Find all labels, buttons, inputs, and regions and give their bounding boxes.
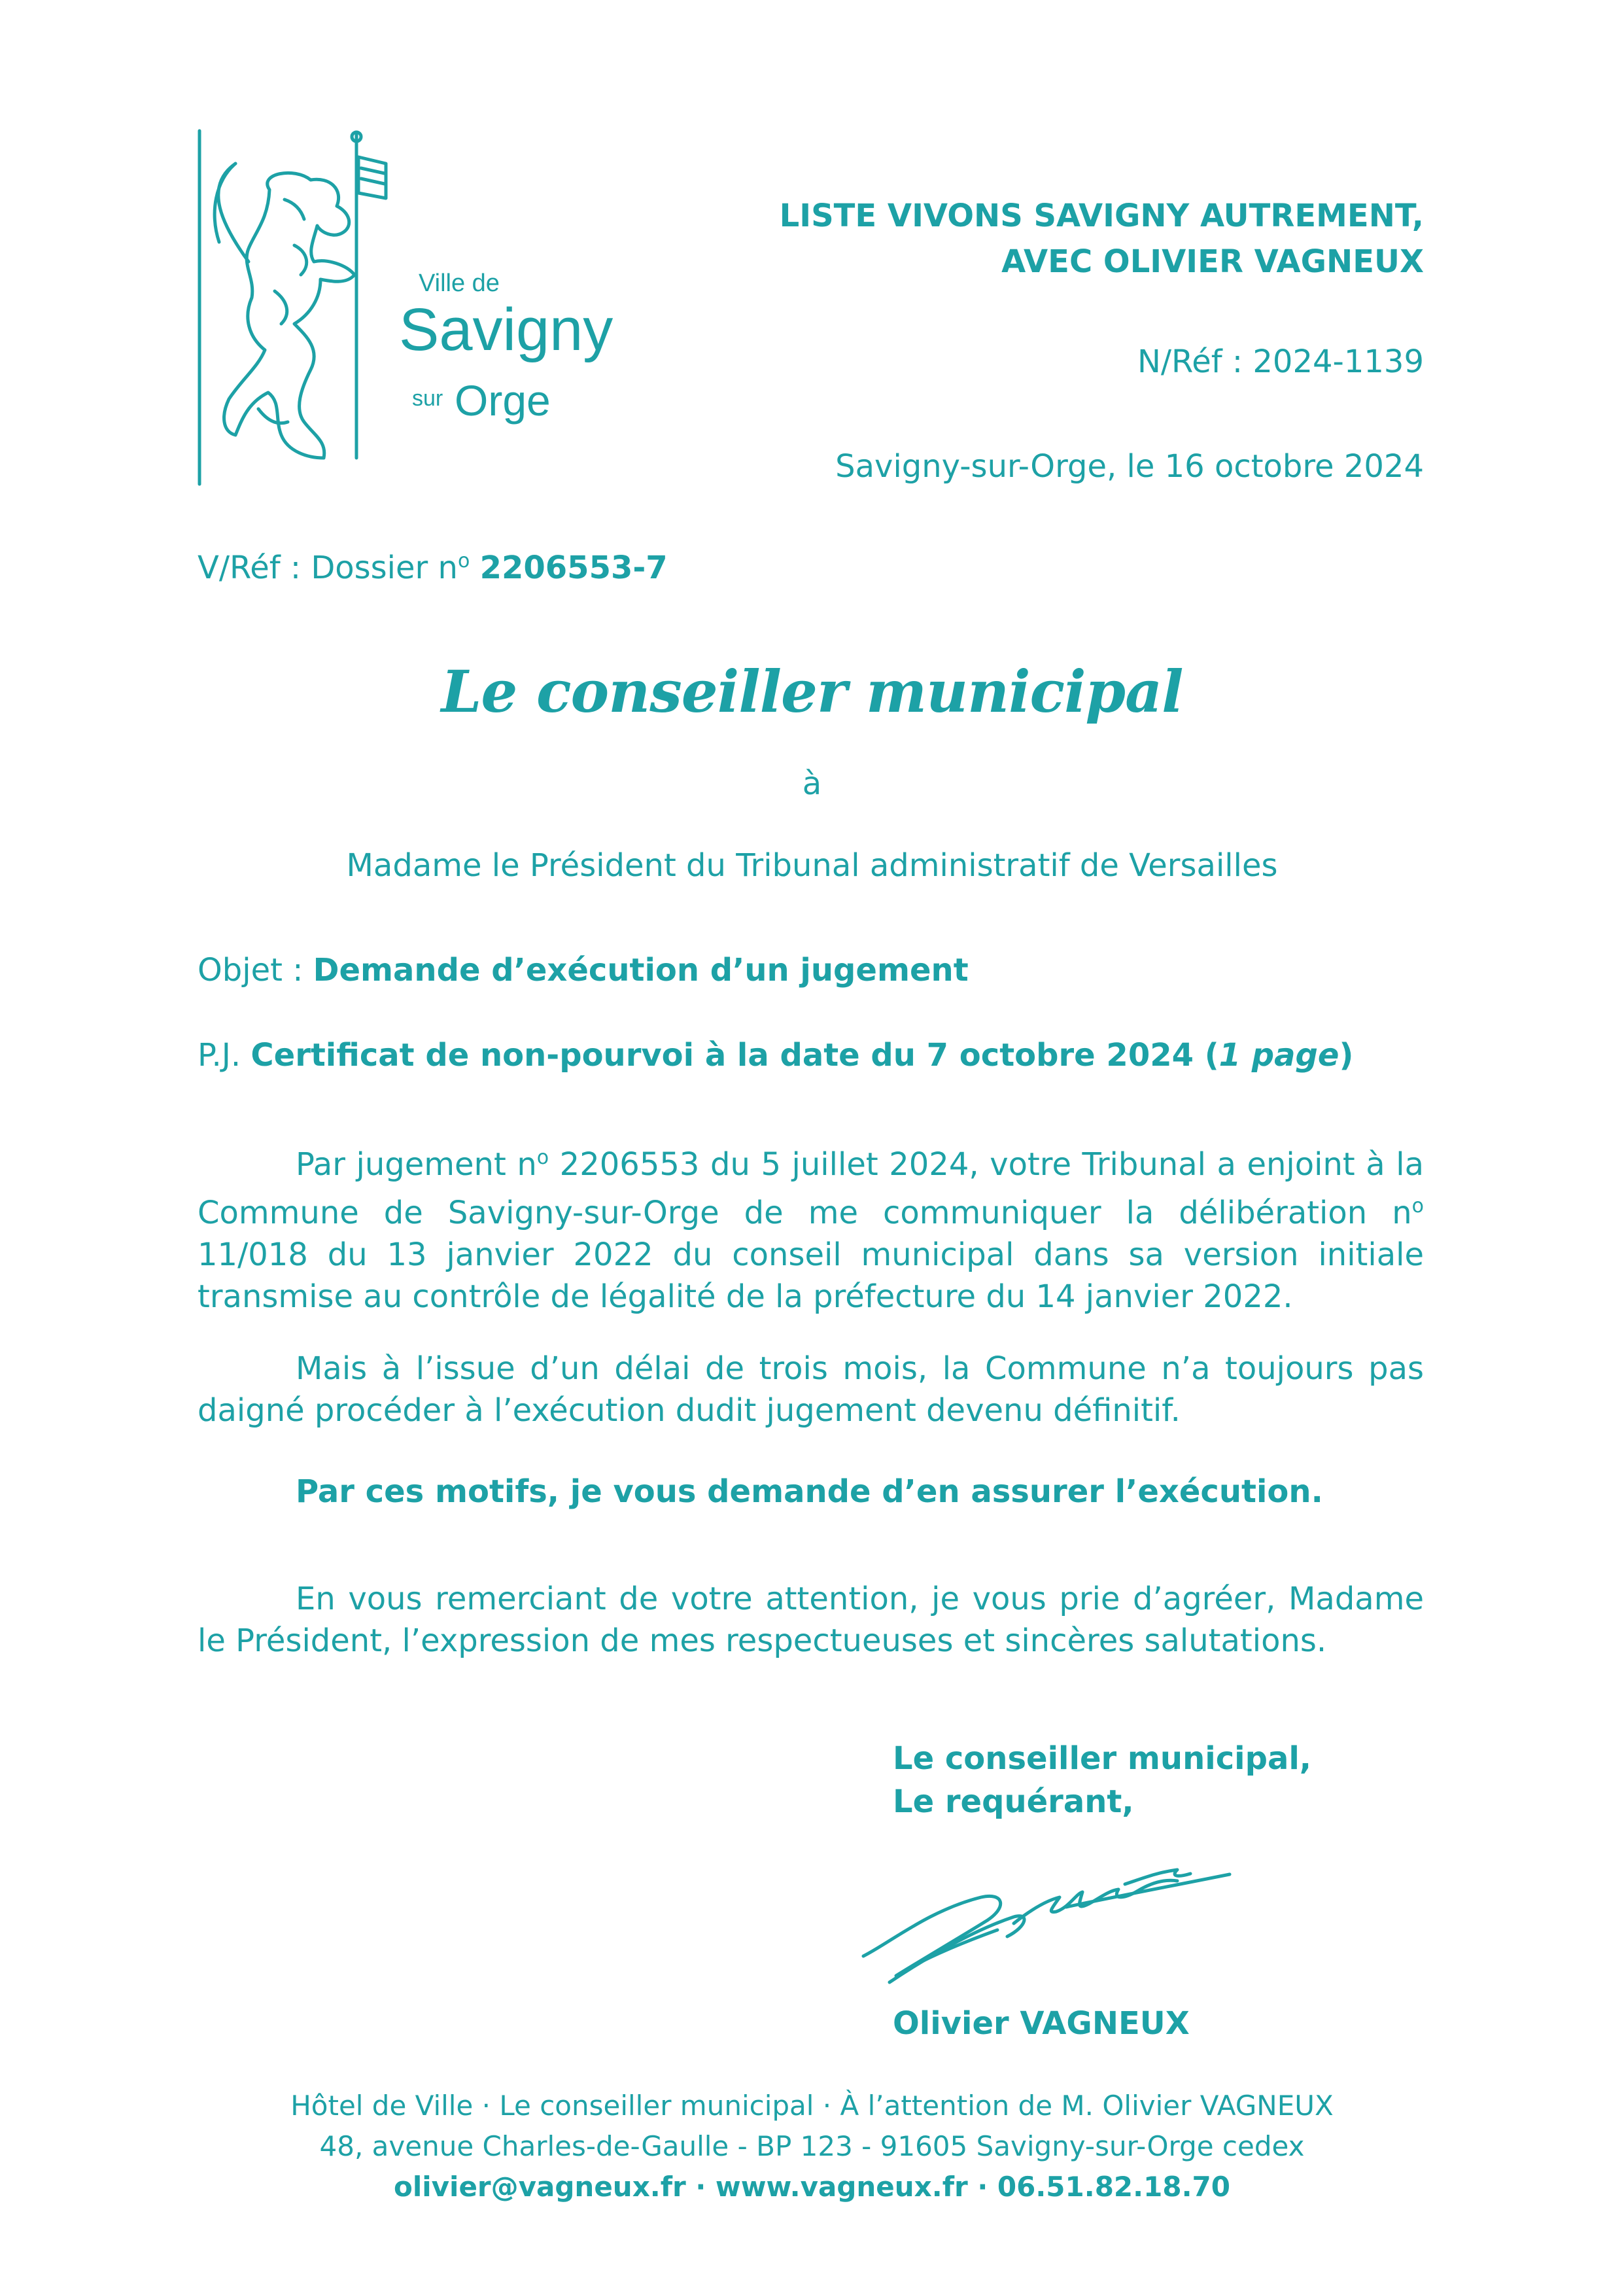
your-reference-number: 2206553-7: [479, 550, 668, 586]
sender-title: Le conseiller municipal: [441, 657, 1183, 726]
savigny-city-logo: [196, 128, 613, 494]
closing-block: [893, 1737, 1311, 1823]
attachment-pages: 1 page: [1218, 1037, 1339, 1074]
signer-name: Olivier VAGNEUX: [893, 2005, 1190, 2042]
attachment-label: P.J.: [198, 1037, 251, 1074]
logo-text-ville-de: Ville de: [419, 270, 500, 297]
our-reference: N/Réf : 2024-1139: [1137, 343, 1424, 380]
p1-part-b: 2206553 du 5 juillet 2024, votre Tribunal a enjoint à la Commune de Savigny-sur-Orge de me communiquer la délibération n: [198, 1146, 1424, 1231]
body-paragraph-4: En vous remerciant de votre attention, je vous prie d’agréer, Madame le Président, l’expression de mes respectueuses et sincères salutations.: [198, 1581, 1424, 1659]
attachment-text-after: ): [1339, 1037, 1354, 1074]
your-reference-label: V/Réf : Dossier n: [198, 550, 458, 586]
subject-text: Demande d’exécution d’un jugement: [313, 952, 969, 989]
closing-line-1: Le conseiller municipal,: [893, 1740, 1312, 1777]
your-reference: [198, 550, 668, 586]
logo-text-sur: sur: [412, 386, 443, 411]
p1-part-a: Par jugement n: [296, 1146, 537, 1183]
logo-text-savigny: Savigny: [399, 296, 613, 363]
logo-text-orge: Orge: [455, 376, 551, 425]
your-reference-sup: o: [457, 550, 470, 572]
letter-footer: [0, 2086, 1624, 2207]
handwritten-signature: [850, 1845, 1269, 1995]
body-paragraph-1: [198, 1137, 1424, 1318]
p1-sup-2: o: [1411, 1195, 1424, 1218]
body-paragraph-3: Par ces motifs, je vous demande d’en assurer l’exécution.: [296, 1473, 1323, 1510]
list-name-line-1: LISTE VIVONS SAVIGNY AUTREMENT,: [779, 198, 1424, 234]
subject-label: Objet :: [198, 952, 313, 989]
subject-line: [198, 952, 969, 989]
attachment-text-before: Certificat de non-pourvoi à la date du 7 octobre 2024 (: [251, 1037, 1219, 1074]
closing-line-2: Le requérant,: [893, 1783, 1134, 1820]
place-and-date: Savigny-sur-Orge, le 16 octobre 2024: [835, 448, 1424, 485]
footer-line-1: Hôtel de Ville · Le conseiller municipal · À l’attention de M. Olivier VAGNEUX: [290, 2090, 1334, 2122]
p1-part-c: 11/018 du 13 janvier 2022 du conseil municipal dans sa version initiale transmise au contrôle de légalité de la préfecture du 14 janvier 2022.: [198, 1236, 1424, 1315]
to-word: à: [802, 765, 822, 802]
body-paragraph-2: Mais à l’issue d’un délai de trois mois, la Commune n’a toujours pas daigné procéder à l’exécution dudit jugement devenu définitif.: [198, 1350, 1424, 1429]
attachment-line: [198, 1037, 1353, 1074]
footer-contact-line: olivier@vagneux.fr · www.vagneux.fr · 06.51.82.18.70: [394, 2171, 1230, 2203]
attachment-text: [251, 1037, 1353, 1074]
addressee: Madame le Président du Tribunal administratif de Versailles: [346, 847, 1278, 884]
p1-sup-1: o: [536, 1146, 549, 1169]
footer-line-2: 48, avenue Charles-de-Gaulle - BP 123 - 91605 Savigny-sur-Orge cedex: [319, 2130, 1305, 2162]
list-name-heading: [780, 193, 1424, 285]
list-name-line-2: AVEC OLIVIER VAGNEUX: [1001, 243, 1424, 280]
